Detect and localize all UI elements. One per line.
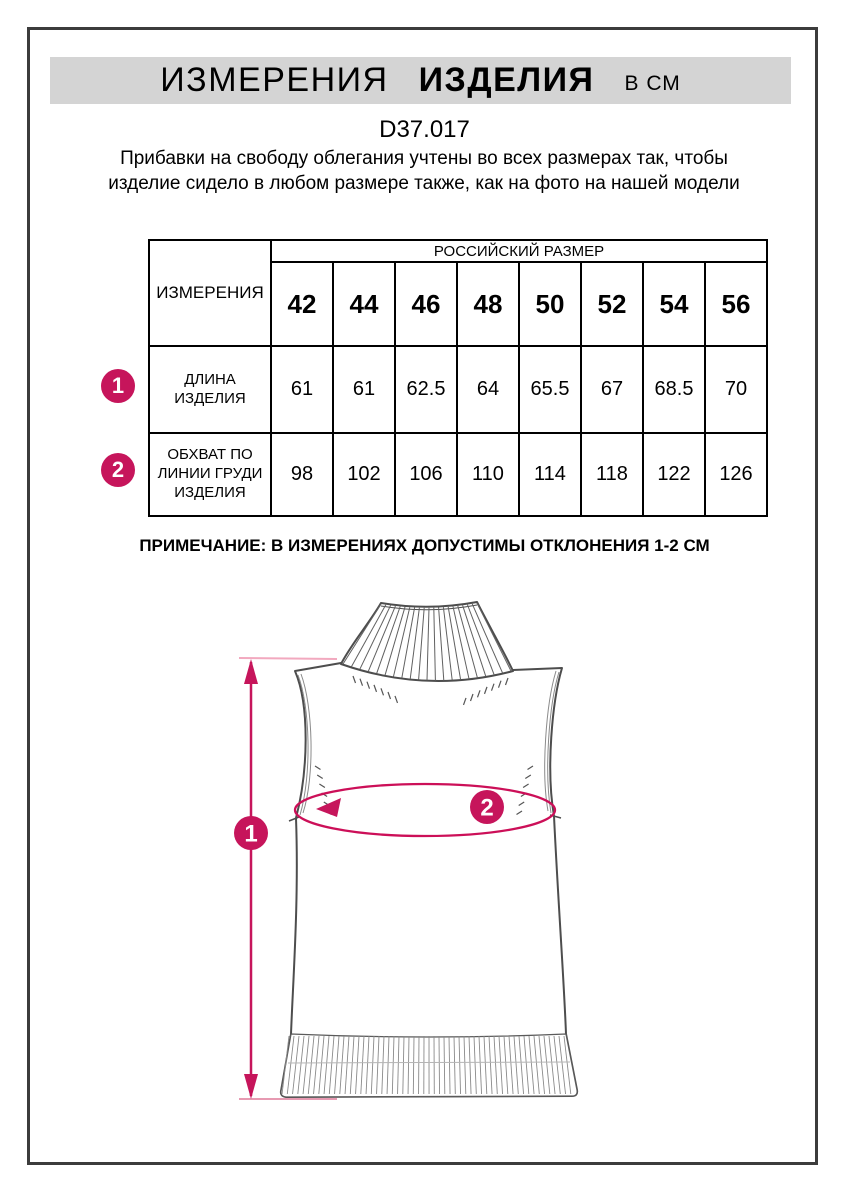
- row-marker-2: 2: [101, 453, 135, 487]
- length-42: 61: [271, 346, 333, 433]
- title-units: В СМ: [624, 71, 681, 95]
- size-56: 56: [705, 262, 767, 346]
- title-product: ИЗДЕЛИЯ: [418, 61, 595, 99]
- length-50: 65.5: [519, 346, 581, 433]
- svg-text:1: 1: [244, 820, 258, 848]
- diagram-marker-length: [234, 816, 268, 850]
- chest-48: 110: [457, 433, 519, 516]
- size-table: [148, 239, 768, 517]
- title-bar: [50, 57, 791, 104]
- size-52: 52: [581, 262, 643, 346]
- size-54: 54: [643, 262, 705, 346]
- chest-54: 122: [643, 433, 705, 516]
- chest-42: 98: [271, 433, 333, 516]
- table-row-length: [149, 346, 767, 433]
- chest-46: 106: [395, 433, 457, 516]
- fit-description: Прибавки на свободу облегания учтены во всех размерах так, чтобы изделие сидело в любом размере также, как на фото на нашей модели: [108, 148, 740, 195]
- chest-44: 102: [333, 433, 395, 516]
- size-50: 50: [519, 262, 581, 346]
- row-label-length: ДЛИНА ИЗДЕЛИЯ: [149, 346, 271, 433]
- chest-56: 126: [705, 433, 767, 516]
- garment-body-outline: [281, 663, 577, 1097]
- length-arrow: [244, 659, 258, 1099]
- product-code: D37.017: [379, 116, 470, 143]
- row-label-chest: ОБХВАТ ПО ЛИНИИ ГРУДИ ИЗДЕЛИЯ: [149, 433, 271, 516]
- title-measurements: ИЗМЕРЕНИЯ: [160, 61, 389, 99]
- size-group-header: РОССИЙСКИЙ РАЗМЕР: [271, 240, 767, 262]
- size-46: 46: [395, 262, 457, 346]
- diagram-marker-chest: [470, 790, 504, 824]
- chest-50: 114: [519, 433, 581, 516]
- length-52: 67: [581, 346, 643, 433]
- length-48: 64: [457, 346, 519, 433]
- row-marker-1: 1: [101, 369, 135, 403]
- ref-line-top: [239, 658, 337, 659]
- size-42: 42: [271, 262, 333, 346]
- tolerance-note: ПРИМЕЧАНИЕ: В ИЗМЕРЕНИЯХ ДОПУСТИМЫ ОТКЛОНЕНИЯ 1-2 СМ: [139, 536, 710, 555]
- size-44: 44: [333, 262, 395, 346]
- table-row-chest: [149, 433, 767, 516]
- garment-diagram: [180, 575, 640, 1120]
- size-48: 48: [457, 262, 519, 346]
- length-56: 70: [705, 346, 767, 433]
- svg-text:2: 2: [480, 794, 494, 822]
- measure-column-header: ИЗМЕРЕНИЯ: [149, 240, 271, 346]
- chest-52: 118: [581, 433, 643, 516]
- length-44: 61: [333, 346, 395, 433]
- length-46: 62.5: [395, 346, 457, 433]
- length-54: 68.5: [643, 346, 705, 433]
